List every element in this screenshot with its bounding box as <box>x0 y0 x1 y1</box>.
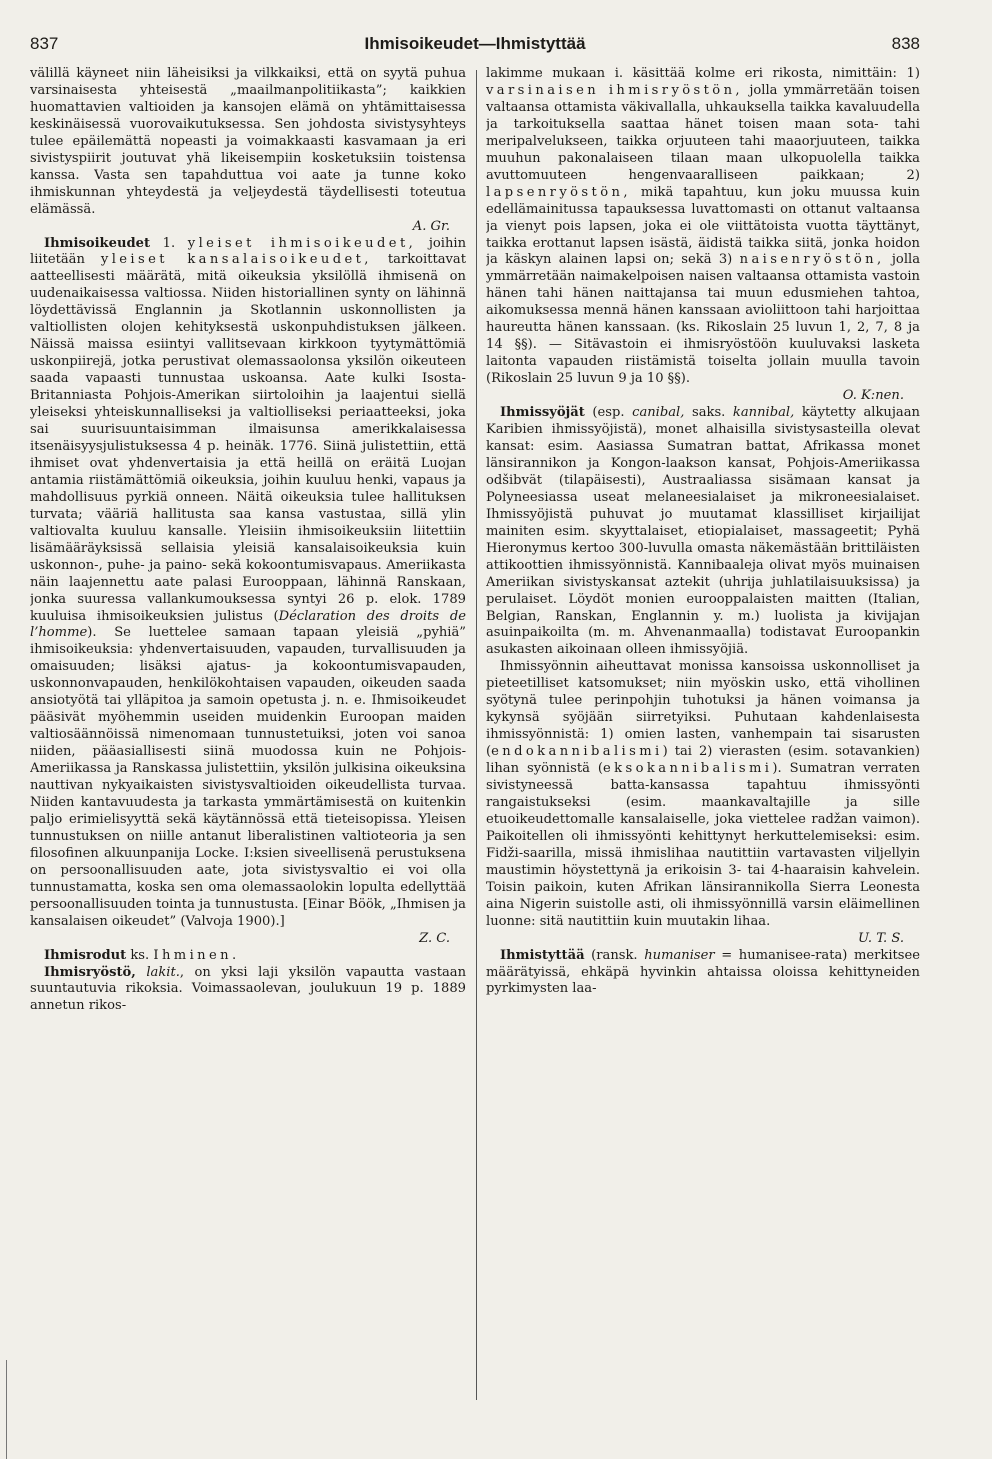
entry-ihmistyttaa <box>486 948 920 999</box>
signature-u-t-s: U. T. S. <box>858 930 904 946</box>
spaced-term: endokannibalismi <box>491 744 663 760</box>
entry-text: joihin liitetään <box>30 235 466 268</box>
entry-number: 1. <box>162 235 176 251</box>
italic-term: canibal, <box>632 405 685 421</box>
entry-heading: Ihmisrodut <box>44 947 127 963</box>
entry-text: ) tai 2) vierasten (esim. sotavankien) lihan syönnistä ( <box>486 744 920 777</box>
page-number-right: 838 <box>891 34 920 53</box>
spaced-term: yleiset ihmisoikeudet, <box>187 235 417 251</box>
spaced-term: lapsenryöstön, <box>486 184 631 200</box>
right-column <box>486 66 920 1396</box>
entry-ihmisrodut <box>30 948 466 965</box>
entry-heading: Ihmistyttää <box>500 947 585 963</box>
entry-text: ks. <box>130 947 150 963</box>
spaced-term: eksokannibalismi <box>603 761 773 777</box>
italic-term: Déclaration des droits de l’homme <box>30 608 466 641</box>
left-column <box>30 66 466 1396</box>
italic-term: humaniser <box>644 947 715 963</box>
cross-reference: Ihminen. <box>153 947 240 963</box>
entry-heading: Ihmissyöjät <box>500 405 585 421</box>
entry-text: käytetty alkujaan Karibien ihmissyöjistä), monet alhaisilla sivistysasteilla olevat kansat: esim. Aasiassa Sumatran battat, Afrikassa monet länsirannikon ja Kongon-laakson kansat, Pohjois-Ameriikassa odšibvät (tilapäisesti), Austraaliassa sisämaan kansat ja Polyneesiassa useat melaneesialaiset ja mikroneesialaiset. Ihmissyöjistä puhuvat jo muutamat klassilliset kirjailijat mainiten esim. skyyttalaiset, etiopialaiset, massageetit; Pyhä Hieronymus kertoo 300-luvulla omasta näkemästään brittiläisten attikoottien ihmissyönnistä. Kannibaaleja olivat myös muinaisen Ameriikan sivistyskansat aztekit (uhrija juhlatilaisuuksissa) ja perulaiset. Löydöt monien eurooppalaisten maitten (Italian, Belgian, Ranskan, Englannin y. m.) luolista ja kivijajan asuinpaikoilta (m. m. Ahvenanmaalla) todistavat Euroopankin asukasten aikoinaan olleen ihmissyöjiä. <box>486 405 920 658</box>
italic-term: kannibal, <box>732 405 795 421</box>
italic-term: lakit. <box>146 964 180 980</box>
entry-text: , on yksi laji yksilön vapautta vastaan suuntautuvia rikoksia. Voimassaolevan, joulukuun 19 p. 1889 annetun rikos- <box>30 964 466 1014</box>
spaced-term: varsinaisen ihmisryöstön, <box>486 82 743 98</box>
page-header <box>30 34 920 58</box>
entry-ihmissyojat <box>486 405 920 659</box>
entry-text: mikä tapahtuu, kun joku muussa kuin edellämainitussa tapauksessa luvattomasti on ottanut valtaansa ja vienyt pois lapsen, joka ei ole viittätoista vuotta täyttänyt, taikka erottanut lapsen isästä, äidistä taikka siitä, jonka hoidon ja käskyn alainen lapsi on; sekä 3) <box>486 184 920 268</box>
entry-text: ). Se luettelee samaan tapaan yleisiä „pyhiä” ihmisoikeuksia: yhdenvertaisuuden, vapauden, turvallisuuden ja omaisuuden; lisäksi ajatus- ja kokoontumisvapauden, uskonnonvapauden, henkilökohtaisen vapauden, oikeuden saada ansiotyötä tai ylläpitoa ja samoin opetusta j. n. e. Ihmisoikeudet pääsivät myöhemmin useiden muidenkin Euroopan maiden valtiosäännöissä nimenomaan tunnustetuiksi, joten voi sanoa niiden, pääasiallisesti siinä muodossa kuin ne Pohjois-Ameriikassa ja Ranskassa julistettiin, yksilön julkisina oikeuksina nauttivan nykyaikaisten sivistysvaltioiden oikeudellista turvaa. Niiden kantavuudesta ja tarkasta ymmärtämisestä on kuitenkin paljo erimielisyyttä sekä käytännössä että tieteisopissa. Yleisen tunnustuksen on niille antanut liberalistinen valtioteoria ja sen filosofinen alkuunpanija Locke. I:ksien siveellisenä perustuksena on persoonallisuuden aate, jota sivistysvaltio ei voi olla tunnustamatta, koska sen oma olemassaolokin lopulta edellyttää persoonallisuuden tointa ja tunnustusta. [Einar Böök, „Ihmisen ja kansalaisen oikeudet” (Valvoja 1900).] <box>30 625 466 929</box>
entry-text: saks. <box>692 405 726 421</box>
entry-heading: Ihmisryöstö, <box>44 964 136 980</box>
page-number-left: 837 <box>30 34 59 53</box>
running-title: Ihmisoikeudet—Ihmistyttää <box>364 34 586 53</box>
paragraph-ihmissyonti <box>486 659 920 930</box>
signature-z-c: Z. C. <box>419 930 450 946</box>
entry-text: = humanisee-rata) merkitsee määrätyissä, ehkäpä hyvinkin ahtaissa oloissa kehittyneiden pyrkimysten laa- <box>486 947 920 997</box>
entry-text: jolla ymmärretään toisen valtaansa ottamista väkivallalla, uhkauksella taikka kavaluudella ja tarkoituksella saattaa hänet toisen maan sota- tahi meripalvelukseen, taikka orjuuteen tahi maaorjuuteen, taikka muuhun pakonalaiseen tilaan maan ulkopuolella taikka avuttomuuteen hengenvaaralliseen paikkaan; 2) <box>486 82 920 183</box>
paragraph-maailmanpolitiikka: välillä käyneet niin läheisiksi ja vilkkaiksi, että on syytä puhua varsinaisesta yhteisestä „maailmanpolitiikasta”; kaikkien huomattavien valtioiden ja kansojen elämä on yhtämittaisessa keskinäisessä vuorovaikutuksessa. Sen johdosta sivistysyhteys tulee epäilemättä nopeasti ja voimakkaasti kasvamaan ja eri sivistyspiirit joutuvat yhä likeisempiin kosketuksiin toistensa kanssa. Vasta sen tapahduttua voi aate ja tunne koko ihmiskunnan yhteydestä ja veljeydestä täydellisesti toteutua elämässä. <box>30 66 466 217</box>
column-divider <box>476 70 477 1400</box>
entry-heading: Ihmisoikeudet <box>44 235 151 251</box>
entry-text: lakimme mukaan i. käsittää kolme eri rikosta, nimittäin: 1) <box>486 66 920 81</box>
signature-a-gr: A. Gr. <box>412 218 450 234</box>
entry-ihmisoikeudet <box>30 236 466 931</box>
entry-ihmisryosto <box>30 965 466 1016</box>
entry-text: jolla ymmärretään naimakelpoisen naisen valtaansa ottamista vastoin hänen tahi hänen naittajansa tai muun edusmiehen tahtoa, aikomuksessa mennä hänen kanssaan avioliittoon tahi harjoittaa haureutta hänen kanssaan. (ks. Rikoslain 25 luvun 1, 2, 7, 8 ja 14 §§). — Sitävastoin ei ihmisryöstöön kuuluvaksi lasketa laitonta vapauden riistämistä toiselta jollain muulla tavoin (Rikoslain 25 luvun 9 ja 10 §§). <box>486 252 920 387</box>
spaced-term: yleiset kansalaisoikeudet, <box>100 252 372 268</box>
page-edge-line <box>6 1360 7 1459</box>
entry-text: Ihmissyönnin aiheuttavat monissa kansoissa uskonnolliset ja pieteetilliset katsomukset; niin myöskin usko, että vihollinen syötynä tulee perinpohjin tuhotuksi ja hänen voimansa ja kykynsä syöjään siirretyiksi. Puhutaan kahdenlaisesta ihmissyönnistä: 1) omien lasten, vanhempain tai sisarusten ( <box>486 659 920 760</box>
signature-o-knen: O. K:nen. <box>842 388 904 404</box>
entry-text: ). Sumatran verraten sivistyneessä batta-kansassa tapahtuu ihmissyönti rangaistukseksi (esim. maankavaltajille ja sille etuoikeudettomalle kansalaiselle, joka viettelee radžan vaimon). Paikoitellen oli ihmissyönti kehittynyt herkuttelemiseksi: esim. Fidži-saarilla, missä ihmislihaa nautittiin vartavasten viljellyin maustimin höystettynä ja erikoisin 3- tai 4-haaraisin kahvelein. Toisin paikoin, kuten Afrikan länsirannikolla Sierra Leonesta aina Nigerin suistolle asti, oli ihmissyönnillä varsin eläimellinen luonne: sitä nautittiin kuin muutakin lihaa. <box>486 761 920 929</box>
entry-text: tarkoittavat aatteellisesti määrätä, mitä oikeuksia yksilöllä ihmisenä on uudenaikaisessa valtiossa. Niiden historiallinen synty on lähinnä löydettävissä Englannin ja Skotlannin uskonnollisten ja valtiollisten olojen kehityksestä uskonpuhdistuksen jälkeen. Näissä maissa esiintyi vallitsevaan kirkkoon tyytymättömiä uskonpiirejä, jotka perustivat olemassaolonsa yksilön oikeuteen saada vapaasti tunnustaa uskoansa. Aate kulki Isosta-Britanniasta Pohjois-Amerikan siirtoloihin ja laajentui siellä yleiseksi yhteiskunnalliseksi ja valtiolliseksi periaatteeksi, joka sai suurisuuntaisimman ilmaisunsa amerikkalaisessa itsenäisyysjulistuksessa 4 p. heinäk. 1776. Siinä julistettiin, että ihmiset ovat yhdenvertaisia ja että heillä on eräitä Luojan antamia riistämättömiä oikeuksia, joihin kuuluu henki, vapaus ja mahdollisuus pyrkiä onneen. Näitä oikeuksia tulee hallituksen turvata; vääriä hallitusta saa kansa vastustaa, sillä ylin valtiovalta kuuluu kansalle. Yleisiin ihmisoikeuksiin liitettiin lisämääräyksissä sellaisia yleisiä kansalaisoikeuksia kuin uskonnon-, puhe- ja paino- sekä kokoontumisvapaus. Ameriikasta näin laajennettu aate palasi Eurooppaan, lähinnä Ranskaan, jonka suuressa vallankumouksessa syntyi 26 p. elok. 1789 kuuluisa ihmisoikeuksien julistus ( <box>30 252 466 624</box>
entry-text: (esp. <box>592 405 625 421</box>
spaced-term: naisenryöstön, <box>739 252 885 268</box>
paragraph-ihmisryosto-cont <box>486 66 920 388</box>
entry-text: (ransk. <box>591 947 638 963</box>
